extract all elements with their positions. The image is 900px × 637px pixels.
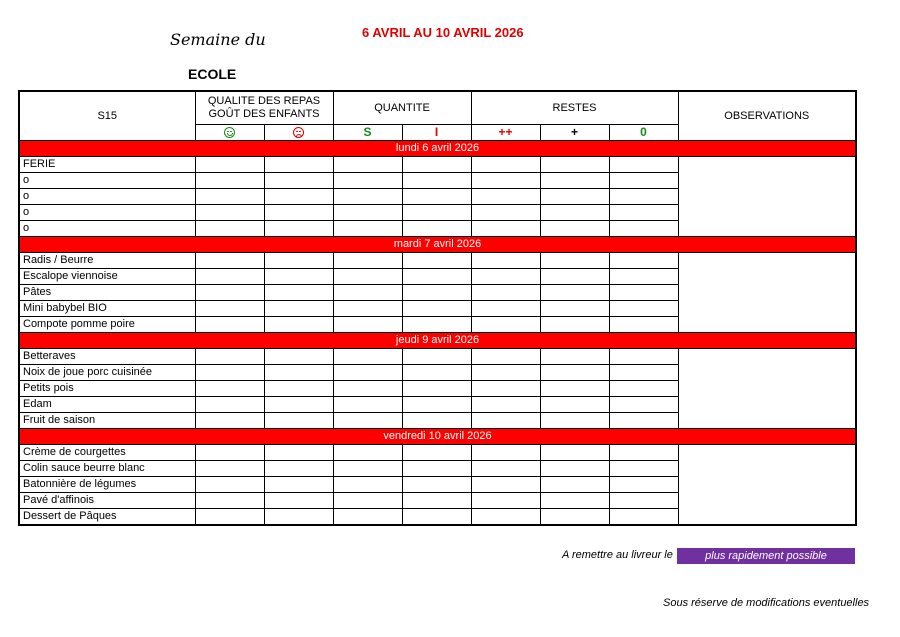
rating-cell[interactable] (264, 317, 333, 333)
rating-cell[interactable] (471, 461, 540, 477)
rating-cell[interactable] (402, 285, 471, 301)
rating-cell[interactable] (195, 317, 264, 333)
rating-cell[interactable] (333, 493, 402, 509)
rating-cell[interactable] (540, 413, 609, 429)
dish-name: Edam (19, 397, 195, 413)
restes-zero: 0 (609, 125, 678, 141)
rating-cell[interactable] (333, 221, 402, 237)
restes-header: RESTES (471, 91, 678, 125)
restes-plusplus: ++ (471, 125, 540, 141)
rating-cell[interactable] (264, 301, 333, 317)
rating-cell[interactable] (402, 269, 471, 285)
rating-cell[interactable] (471, 413, 540, 429)
observations-cell[interactable] (678, 445, 856, 526)
rating-cell[interactable] (264, 477, 333, 493)
rating-cell[interactable] (264, 253, 333, 269)
frown-icon (293, 127, 304, 138)
school-name: ECOLE (188, 66, 237, 82)
semaine-label: Semaine du (170, 30, 266, 49)
rating-cell[interactable] (540, 285, 609, 301)
rating-cell[interactable] (540, 445, 609, 461)
rating-cell[interactable] (540, 157, 609, 173)
observations-cell[interactable] (678, 157, 856, 237)
rating-cell[interactable] (609, 413, 678, 429)
remettre-label: A remettre au livreur le (562, 549, 673, 561)
table-row (19, 445, 856, 461)
rating-cell[interactable] (195, 493, 264, 509)
reserve-note: Sous réserve de modifications eventuelles (663, 597, 870, 609)
day-band (19, 333, 856, 349)
observations-cell[interactable] (678, 349, 856, 429)
rating-cell[interactable] (333, 285, 402, 301)
rating-cell[interactable] (402, 157, 471, 173)
rating-cell[interactable] (333, 365, 402, 381)
rating-cell[interactable] (264, 157, 333, 173)
quality-header-line2: GOÛT DES ENFANTS (208, 108, 320, 120)
smile-icon (224, 127, 235, 138)
rating-cell[interactable] (540, 477, 609, 493)
menu-evaluation-table (18, 90, 857, 526)
rating-cell[interactable] (609, 253, 678, 269)
rating-cell[interactable] (333, 445, 402, 461)
rating-cell[interactable] (264, 461, 333, 477)
dish-name: Escalope viennoise (19, 269, 195, 285)
quality-header-line1: QUALITE DES REPAS (207, 95, 321, 107)
rating-cell[interactable] (402, 397, 471, 413)
dish-name: o (19, 205, 195, 221)
quantite-header: QUANTITE (333, 91, 471, 125)
rating-cell[interactable] (471, 397, 540, 413)
rating-cell[interactable] (402, 301, 471, 317)
dish-name: Fruit de saison (19, 413, 195, 429)
rating-cell[interactable] (402, 253, 471, 269)
rating-cell[interactable] (471, 317, 540, 333)
rating-cell[interactable] (195, 221, 264, 237)
rating-cell[interactable] (264, 349, 333, 365)
rating-cell[interactable] (195, 253, 264, 269)
rating-cell[interactable] (540, 301, 609, 317)
rating-cell[interactable] (471, 493, 540, 509)
rating-cell[interactable] (609, 189, 678, 205)
rating-cell[interactable] (195, 477, 264, 493)
rating-cell[interactable] (402, 349, 471, 365)
rating-cell[interactable] (471, 365, 540, 381)
rating-cell[interactable] (333, 397, 402, 413)
rating-cell[interactable] (540, 221, 609, 237)
rating-cell[interactable] (333, 189, 402, 205)
rating-cell[interactable] (609, 477, 678, 493)
rating-cell[interactable] (540, 205, 609, 221)
rating-cell[interactable] (471, 253, 540, 269)
rating-cell[interactable] (195, 461, 264, 477)
rating-cell[interactable] (333, 461, 402, 477)
dish-name: Radis / Beurre (19, 253, 195, 269)
rating-cell[interactable] (402, 509, 471, 526)
rating-cell[interactable] (609, 285, 678, 301)
rating-cell[interactable] (402, 365, 471, 381)
rating-cell[interactable] (471, 381, 540, 397)
rating-cell[interactable] (264, 189, 333, 205)
rating-cell[interactable] (195, 509, 264, 526)
rating-cell[interactable] (264, 381, 333, 397)
rating-cell[interactable] (540, 317, 609, 333)
dish-name: o (19, 173, 195, 189)
table-row (19, 157, 856, 173)
dish-name: Crème de courgettes (19, 445, 195, 461)
rating-cell[interactable] (264, 445, 333, 461)
rating-cell[interactable] (333, 509, 402, 526)
rating-cell[interactable] (402, 477, 471, 493)
rating-cell[interactable] (264, 285, 333, 301)
date-range: 6 AVRIL AU 10 AVRIL 2026 (362, 25, 524, 40)
rating-cell[interactable] (333, 205, 402, 221)
quality-bad-cell (264, 125, 333, 141)
rating-cell[interactable] (540, 397, 609, 413)
rating-cell[interactable] (195, 445, 264, 461)
day-band (19, 141, 856, 157)
rating-cell[interactable] (195, 301, 264, 317)
rating-cell[interactable] (195, 157, 264, 173)
rating-cell[interactable] (471, 221, 540, 237)
dish-name: o (19, 221, 195, 237)
rating-cell[interactable] (402, 205, 471, 221)
rating-cell[interactable] (333, 349, 402, 365)
rating-cell[interactable] (609, 445, 678, 461)
rating-cell[interactable] (540, 349, 609, 365)
day-band (19, 429, 856, 445)
day-label: jeudi 9 avril 2026 (19, 333, 856, 349)
dish-name: Compote pomme poire (19, 317, 195, 333)
week-code: S15 (19, 91, 195, 141)
rating-cell[interactable] (471, 477, 540, 493)
observations-cell[interactable] (678, 253, 856, 333)
rating-cell[interactable] (333, 381, 402, 397)
observations-header: OBSERVATIONS (678, 91, 856, 141)
dish-name: Pavé d'affinois (19, 493, 195, 509)
rating-cell[interactable] (540, 269, 609, 285)
rating-cell[interactable] (264, 493, 333, 509)
rating-cell[interactable] (264, 173, 333, 189)
rating-cell[interactable] (471, 157, 540, 173)
rating-cell[interactable] (471, 349, 540, 365)
dish-name: Dessert de Pâques (19, 509, 195, 526)
dish-name: Pâtes (19, 285, 195, 301)
rating-cell[interactable] (195, 285, 264, 301)
rating-cell[interactable] (609, 317, 678, 333)
rating-cell[interactable] (264, 509, 333, 526)
rating-cell[interactable] (609, 397, 678, 413)
rating-cell[interactable] (402, 317, 471, 333)
rating-cell[interactable] (195, 349, 264, 365)
rating-cell[interactable] (540, 189, 609, 205)
rating-cell[interactable] (471, 509, 540, 526)
rating-cell[interactable] (609, 205, 678, 221)
dish-name: Petits pois (19, 381, 195, 397)
table-row (19, 349, 856, 365)
rating-cell[interactable] (540, 509, 609, 526)
rating-cell[interactable] (609, 509, 678, 526)
rating-cell[interactable] (402, 413, 471, 429)
rating-cell[interactable] (264, 269, 333, 285)
rating-cell[interactable] (471, 301, 540, 317)
rating-cell[interactable] (609, 173, 678, 189)
dish-name: Noix de joue porc cuisinée (19, 365, 195, 381)
rating-cell[interactable] (540, 365, 609, 381)
rating-cell[interactable] (195, 173, 264, 189)
day-label: mardi 7 avril 2026 (19, 237, 856, 253)
rating-cell[interactable] (264, 205, 333, 221)
dish-name: FERIE (19, 157, 195, 173)
rating-cell[interactable] (402, 189, 471, 205)
remettre-value: plus rapidement possible (677, 548, 855, 564)
rating-cell[interactable] (195, 269, 264, 285)
dish-name: Mini babybel BIO (19, 301, 195, 317)
rating-cell[interactable] (333, 157, 402, 173)
dish-name: Colin sauce beurre blanc (19, 461, 195, 477)
rating-cell[interactable] (471, 173, 540, 189)
rating-cell[interactable] (333, 301, 402, 317)
rating-cell[interactable] (195, 365, 264, 381)
quality-header (195, 91, 333, 125)
rating-cell[interactable] (609, 493, 678, 509)
day-label: vendredi 10 avril 2026 (19, 429, 856, 445)
quantite-s: S (333, 125, 402, 141)
table-row (19, 253, 856, 269)
rating-cell[interactable] (264, 365, 333, 381)
rating-cell[interactable] (609, 301, 678, 317)
rating-cell[interactable] (195, 381, 264, 397)
rating-cell[interactable] (609, 157, 678, 173)
rating-cell[interactable] (609, 365, 678, 381)
restes-plus: + (540, 125, 609, 141)
rating-cell[interactable] (402, 493, 471, 509)
rating-cell[interactable] (471, 445, 540, 461)
quantite-i: I (402, 125, 471, 141)
rating-cell[interactable] (333, 317, 402, 333)
rating-cell[interactable] (402, 445, 471, 461)
rating-cell[interactable] (471, 205, 540, 221)
rating-cell[interactable] (333, 413, 402, 429)
day-label: lundi 6 avril 2026 (19, 141, 856, 157)
rating-cell[interactable] (333, 173, 402, 189)
rating-cell[interactable] (471, 269, 540, 285)
rating-cell[interactable] (540, 493, 609, 509)
rating-cell[interactable] (540, 461, 609, 477)
quality-good-cell (195, 125, 264, 141)
rating-cell[interactable] (609, 349, 678, 365)
rating-cell[interactable] (195, 413, 264, 429)
day-band (19, 237, 856, 253)
rating-cell[interactable] (195, 189, 264, 205)
dish-name: Betteraves (19, 349, 195, 365)
rating-cell[interactable] (609, 381, 678, 397)
dish-name: Batonnière de légumes (19, 477, 195, 493)
rating-cell[interactable] (402, 173, 471, 189)
rating-cell[interactable] (609, 461, 678, 477)
rating-cell[interactable] (540, 381, 609, 397)
rating-cell[interactable] (264, 221, 333, 237)
rating-cell[interactable] (609, 221, 678, 237)
rating-cell[interactable] (471, 285, 540, 301)
rating-cell[interactable] (402, 381, 471, 397)
rating-cell[interactable] (333, 269, 402, 285)
rating-cell[interactable] (195, 397, 264, 413)
rating-cell[interactable] (540, 253, 609, 269)
rating-cell[interactable] (540, 173, 609, 189)
rating-cell[interactable] (333, 477, 402, 493)
rating-cell[interactable] (264, 397, 333, 413)
dish-name: o (19, 189, 195, 205)
rating-cell[interactable] (333, 253, 402, 269)
rating-cell[interactable] (264, 413, 333, 429)
rating-cell[interactable] (471, 189, 540, 205)
rating-cell[interactable] (402, 221, 471, 237)
rating-cell[interactable] (402, 461, 471, 477)
rating-cell[interactable] (195, 205, 264, 221)
rating-cell[interactable] (609, 269, 678, 285)
